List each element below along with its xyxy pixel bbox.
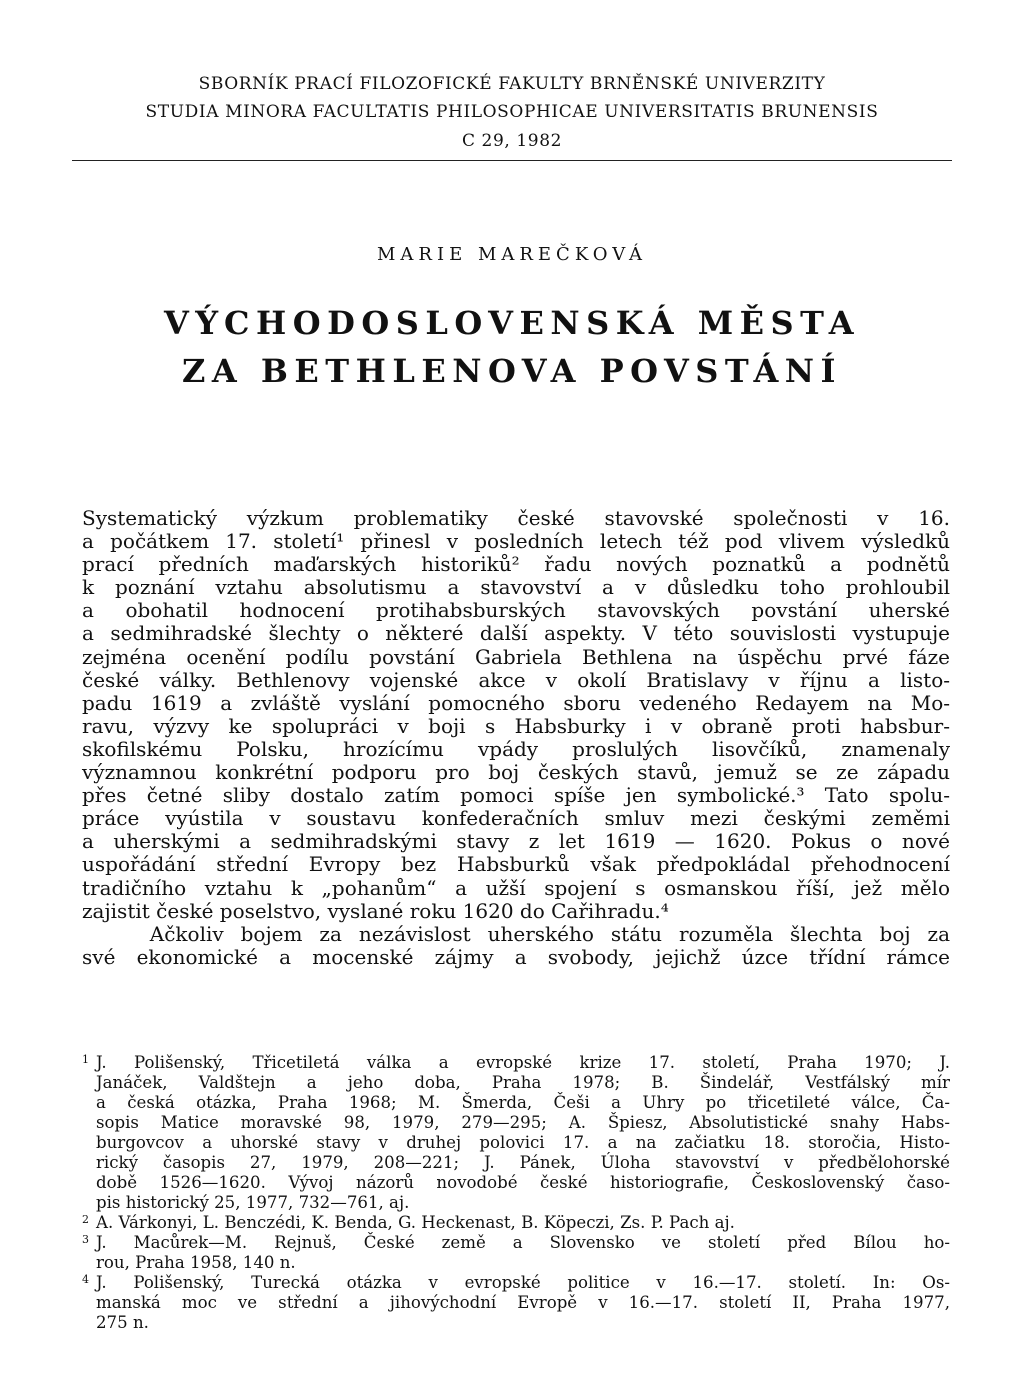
body-line: tradičního vztahu k „pohanům“ a užší spojení s osmanskou říší, jež mělo: [82, 875, 950, 900]
header-rule: [72, 160, 952, 161]
footnote-line: rou, Praha 1958, 140 n.: [96, 1253, 296, 1272]
body-line: Systematický výzkum problematiky české stavovské společnosti v 16.: [82, 506, 950, 530]
footnote-line: sopis Matice moravské 98, 1979, 279—295; A. Špiesz, Absolutistické snahy Habs-: [96, 1113, 950, 1132]
body-line: přes četné sliby dostalo zatím pomoci spíše jen symbolické.³ Tato spolu-: [82, 783, 950, 808]
body-line: významnou konkrétní podporu pro boj českých stavů, jemuž se ze západu: [82, 760, 950, 785]
footnote-number: 4: [82, 1273, 89, 1286]
footnote: [82, 1273, 950, 1333]
article-body: [82, 507, 950, 969]
footnote-line: rický časopis 27, 1979, 208—221; J. Pánek, Úloha stavovství v předbělohorské: [96, 1153, 950, 1172]
footnotes: [82, 1053, 950, 1333]
footnote-line: manská moc ve střední a jihovýchodní Evropě v 16.—17. století II, Praha 1977,: [96, 1293, 950, 1312]
footnote-line: 275 n.: [96, 1313, 149, 1332]
body-line: skofilskému Polsku, hrozícímu vpády proslulých lisovčíků, znamenaly: [82, 736, 950, 761]
body-line: Ačkoliv bojem za nezávislost uherského státu rozuměla šlechta boj za: [82, 921, 950, 946]
body-line: své ekonomické a mocenské zájmy a svobody, jejichž úzce třídní rámce: [82, 944, 950, 969]
article-title-line-1: VÝCHODOSLOVENSKÁ MĚSTA: [163, 304, 861, 342]
author-name: MARIE MAREČKOVÁ: [376, 244, 648, 265]
footnote-number: 1: [82, 1053, 89, 1066]
body-line: a sedmihradské šlechty o některé další aspekty. V této souvislosti vystupuje: [82, 621, 950, 646]
footnote-line: Janáček, Valdštejn a jeho doba, Praha 1978; B. Šindelář, Vestfálský mír: [96, 1073, 950, 1092]
footnote-line: J. Polišenský, Třicetiletá válka a evropské krize 17. století, Praha 1970; J.: [96, 1053, 950, 1072]
footnote-line: J. Macůrek—M. Rejnuš, České země a Slovensko ve století před Bílou ho-: [96, 1233, 950, 1252]
body-line: prací předních maďarských historiků² řadu nových poznatků a podnětů: [82, 552, 950, 577]
footnote-line: pis historický 25, 1977, 732—761, aj.: [96, 1193, 410, 1212]
footnote-line: J. Polišenský, Turecká otázka v evropské politice v 16.—17. století. In: Os-: [96, 1273, 950, 1292]
body-line: zajistit české poselstvo, vyslané roku 1620 do Cařihradu.⁴: [82, 898, 669, 923]
journal-title-czech: SBORNÍK PRACÍ FILOZOFICKÉ FAKULTY BRNĚNSKÉ UNIVERZITY: [198, 74, 826, 94]
body-line: zejména ocenění podílu povstání Gabriela Bethlena na úspěchu prvé fáze: [82, 644, 950, 669]
body-line: uspořádání střední Evropy bez Habsburků však předpokládal přehodnocení: [82, 852, 950, 877]
body-line: ravu, výzvy ke spolupráci v boji s Habsburky i v obraně proti habsbur-: [82, 713, 950, 738]
body-line: a počátkem 17. století¹ přinesl v posledních letech též pod vlivem výsledků: [82, 529, 950, 554]
footnote-line: a česká otázka, Praha 1968; M. Šmerda, Češi a Uhry po třicetileté válce, Ča-: [96, 1093, 950, 1112]
journal-volume: C 29, 1982: [461, 131, 563, 151]
journal-title-latin: STUDIA MINORA FACULTATIS PHILOSOPHICAE UNIVERSITATIS BRUNENSIS: [145, 102, 879, 122]
footnote-number: 2: [82, 1213, 89, 1226]
body-line: a uherskými a sedmihradskými stavy z let 1619 — 1620. Pokus o nové: [82, 829, 950, 854]
footnote: [82, 1213, 950, 1233]
footnote-line: burgovcov a uhorské stavy v druhej polovici 17. a na začiatku 18. storočia, Histo-: [96, 1133, 950, 1152]
body-line: k poznání vztahu absolutismu a stavovství a v důsledku toho prohloubil: [82, 575, 950, 600]
article-title-line-2: ZA BETHLENOVA POVSTÁNÍ: [182, 352, 842, 390]
body-line: a obohatil hodnocení protihabsburských stavovských povstání uherské: [82, 598, 950, 623]
footnote: [82, 1233, 950, 1273]
body-line: české války. Bethlenovy vojenské akce v okolí Bratislavy v říjnu a listo-: [82, 667, 950, 692]
footnote-line: době 1526—1620. Vývoj názorů novodobé české historiografie, Československý časo-: [96, 1173, 950, 1192]
body-line: práce vyústila v soustavu konfederačních smluv mezi českými zeměmi: [82, 806, 950, 831]
footnote-number: 3: [82, 1233, 89, 1246]
footnote: [82, 1053, 950, 1213]
footnote-line: A. Várkonyi, L. Benczédi, K. Benda, G. Heckenast, B. Köpeczi, Zs. P. Pach aj.: [96, 1213, 735, 1232]
body-line: padu 1619 a zvláště vyslání pomocného sboru vedeného Redayem na Mo-: [82, 690, 950, 715]
